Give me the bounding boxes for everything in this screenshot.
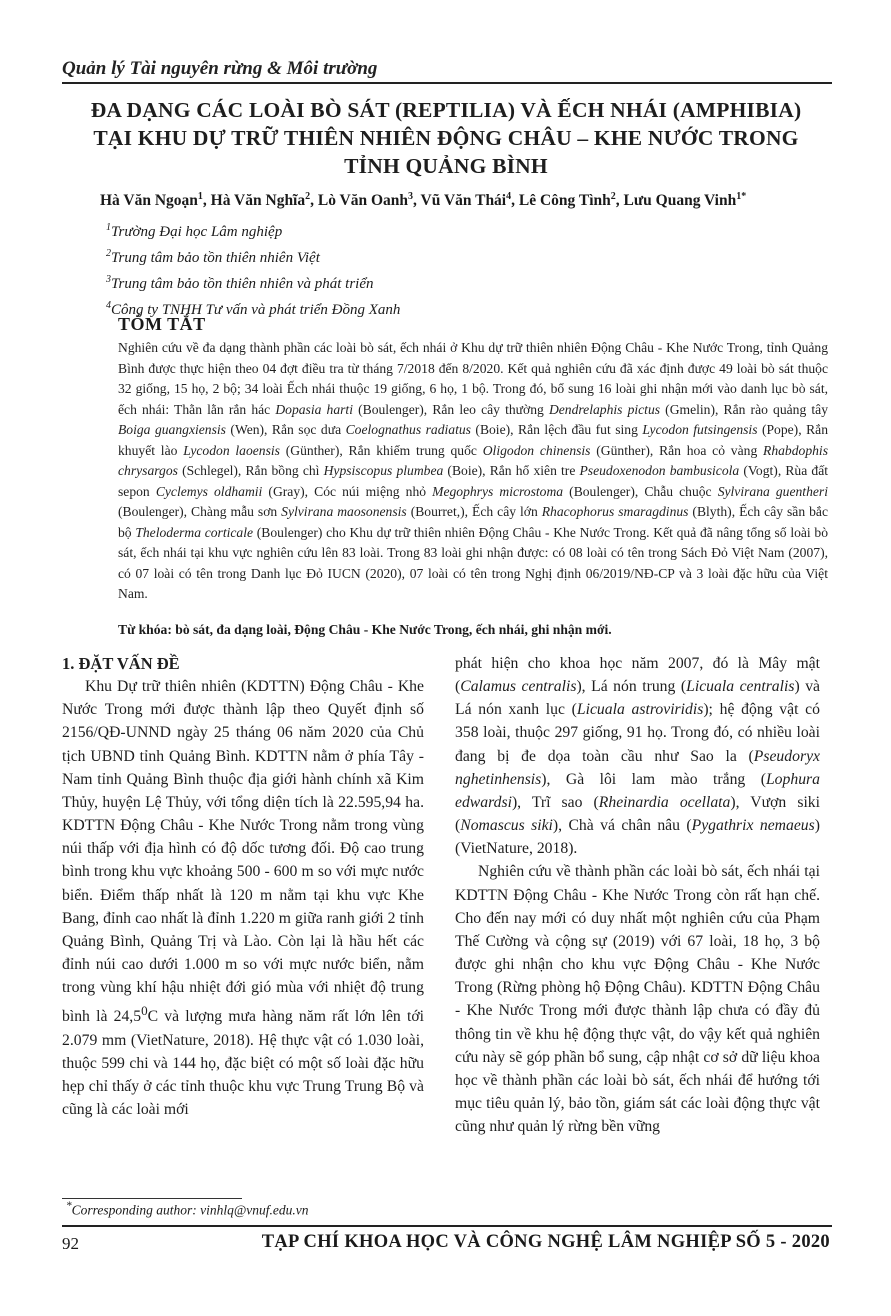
affiliation-item (106, 295, 806, 321)
abstract-text: (Boulenger) cho Khu dự trữ thiên nhiên Động Châu - Khe Nước Trong. Kết quả đã nâng tổng số loài bò sát, ếch nhái tại khu vực nghiên cứu lên 83 loài. Trong 83 loài ghi nhận được: có 08 loài có tên trong Sách Đỏ Việt Nam (2007), có 07 loài có tên trong Danh lục Đỏ IUCN (2020), 07 loài có tên trong Nghị định 06/2019/NĐ-CP và 3 loài đặc hữu của Việt Nam. (118, 524, 829, 601)
species-name: Sylvirana maosonensis (281, 504, 407, 519)
abstract-text: (Boulenger), Chẫu chuộc (563, 483, 718, 499)
affiliation-list (106, 217, 806, 321)
footer-rule (62, 1225, 832, 1227)
species-name: Cyclemys oldhamii (155, 483, 263, 499)
abstract-text: (Günther), Rắn hoa cỏ vàng (590, 442, 764, 458)
affiliation-text: Trường Đại học Lâm nghiệp (111, 224, 283, 240)
species-name: Pseudoxenodon bambusicola (579, 463, 740, 478)
footnote (66, 1200, 309, 1219)
author-name: Lê Công Tình (518, 192, 611, 210)
affiliation-sup: 1 (106, 222, 111, 233)
abstract-text: (Wen), Rắn sọc dưa (225, 422, 346, 437)
abstract-text: (Günther), Rắn khiếm trung quốc (279, 442, 483, 458)
species-name: Lophura edwardsi (455, 770, 820, 811)
affiliation-text: Công ty TNHH Tư vấn và phát triển Đồng Xanh (111, 302, 401, 318)
affiliation-sup: 3 (106, 274, 111, 285)
abstract-text: (Pope), Rắn khuyết lào (118, 422, 828, 458)
paragraph-text: ), Lá nón trung ( (576, 678, 687, 696)
paragraph-text: ) và Lá nón xanh lục ( (455, 678, 821, 719)
abstract-text: (Gmelin), Rắn rào quảng tây (660, 401, 829, 417)
footnote-rule (62, 1198, 242, 1199)
abstract-heading: TÓM TẮT (118, 314, 206, 334)
author-sup: 1 (197, 191, 203, 202)
body-column-left (62, 652, 424, 1121)
author-sup: 2 (305, 191, 311, 202)
affiliation-item (106, 269, 806, 295)
paragraph-text: ), Gà lôi lam mào trắng ( (541, 770, 766, 788)
paragraph-text: ), Vượn siki ( (455, 793, 820, 835)
affiliation-text: Trung tâm bảo tồn thiên nhiên và phát triển (111, 276, 374, 292)
author-sup: 4 (506, 191, 512, 202)
affiliation-sup: 4 (106, 300, 111, 311)
abstract-text: (Blyth), Ếch cây sần bắc bộ (118, 504, 828, 540)
page-number: 92 (62, 1234, 79, 1253)
footnote-star: * (66, 1200, 72, 1212)
paragraph-text: ) (VietNature, 2018). (455, 817, 820, 858)
affiliation-text: Trung tâm bảo tồn thiên nhiên Việt (111, 250, 320, 266)
title-line-1: ĐA DẠNG CÁC LOÀI BÒ SÁT (REPTILIA) VÀ ẾCH NHÁI (AMPHIBIA) (90, 98, 802, 122)
body-column-right (455, 652, 820, 1138)
author-name: Hà Văn Ngoạn (100, 192, 198, 210)
section-header: Quản lý Tài nguyên rừng & Môi trường (62, 58, 378, 79)
degree-sup: 0 (141, 1003, 148, 1019)
affiliation-item (106, 243, 806, 269)
species-name: Calamus centralis (460, 678, 577, 696)
species-name: Dopasia harti (275, 401, 353, 417)
author-list: Hà Văn Ngoạn$^1$, Hà Văn Nghĩa$^2$, Lò Văn Oanh$^3$, Vũ Văn Thái$^4$, Lê Công Tình$^2$, Lưu Quang Vinh$^{1*}$ (100, 191, 747, 210)
abstract-text: (Gray), Cóc núi miệng nhỏ (262, 483, 433, 499)
species-name: Rhabdophis chrysargos (118, 442, 828, 478)
article-title (62, 96, 830, 180)
species-name: Sylvirana guentheri (717, 483, 828, 499)
section-title: 1. ĐẶT VẤN ĐỀ (62, 654, 180, 673)
abstract-text: (Bourret,), Ếch cây lớn (406, 504, 542, 519)
footnote-text: Corresponding author: vinhlq@vnuf.edu.vn (71, 1202, 309, 1218)
author-name: Lưu Quang Vinh (623, 192, 737, 210)
species-name: Lycodon laoensis (183, 442, 280, 458)
species-name: Megophrys microstoma (432, 483, 564, 499)
author-name: Vũ Văn Thái (420, 192, 507, 210)
author-sup: 1* (736, 191, 747, 202)
species-name: Nomascus siki (460, 817, 553, 835)
header-rule (62, 82, 832, 84)
abstract-text: (Boulenger), Rắn leo cây thường (352, 401, 549, 417)
author-sup: 2 (610, 191, 616, 202)
species-name: Rhacophorus smaragdinus (541, 504, 689, 519)
abstract-text: (Boie), Rắn lệch đầu fut sing (470, 422, 643, 437)
species-name: Boiga guangxiensis (118, 422, 226, 437)
affiliation-sup: 2 (106, 248, 111, 259)
species-name: Lycodon futsingensis (642, 422, 758, 437)
author-name: Lò Văn Oanh (317, 192, 409, 210)
body-paragraph: Nghiên cứu về thành phần các loài bò sát, ếch nhái tại KDTTN Động Châu - Khe Nước Trong còn rất hạn chế. Cho đến nay mới có duy nhất một nghiên cứu của Phạm Thế Cường và cộng sự (2019) với 67 loài, 18 họ, 3 bộ được ghi nhận cho khu vực Động Châu - Khe Nước Trong (Rừng phòng hộ Động Châu). KDTTN Động Châu - Khe Nước Trong mới được thành lập chưa có đầy đủ thông tin về khu hệ động thực vật, do vậy kết quả nghiên cứu này sẽ góp phần bổ sung, cập nhật cơ sở dữ liệu khoa học về thành phần các loài bò sát, ếch nhái để hướng tới mục tiêu quản lý, bảo tồn, giám sát các loài động thực vật cũng như quản lý rừng bền vững (455, 863, 820, 1136)
abstract-text: Nghiên cứu về đa dạng thành phần các loài bò sát, ếch nhái ở Khu dự trữ thiên nhiên Động Châu - Khe Nước Trong, tỉnh Quảng Bình được thực hiện theo 04 đợt điều tra từ tháng 7/2018 đến 8/2020. Kết quả nghiên cứu đã xác định được 49 loài bò sát thuộc 32 giống, 15 họ, 2 bộ; 34 loài Ếch nhái thuộc 19 giống, 6 họ, 1 bộ. Trong đó, bổ sung 16 loài ghi nhận mới vào danh lục bò sát, ếch nhái: Thằn lằn rắn hác (118, 340, 828, 417)
species-name: Theloderma corticale (135, 524, 254, 540)
abstract-text: (Boulenger), Chàng mẫu sơn (118, 504, 282, 519)
title-line-3: TỈNH QUẢNG BÌNH (344, 154, 548, 178)
affiliation-item (106, 217, 806, 243)
paragraph-text: Khu Dự trữ thiên nhiên (KDTTN) Động Châu - Khe Nước Trong mới được thành lập theo Quyết định số 2156/QĐ-UNND ngày 25 tháng 06 năm 2020 của Chủ tịch UBND tỉnh Quảng Bình. KDTTN nằm ở phía Tây - Nam tỉnh Quảng Bình thuộc địa giới hành chính xã Kim Thủy, huyện Lệ Thủy, với tổng diện tích là 22.595,94 ha. KDTTN Động Châu - Khe Nước Trong nằm trong vùng núi thấp với địa hình có độ dốc tương đối. Độ cao trung bình trong khu vực khoảng 500 - 600 m so với mực nước biển. Điểm thấp nhất là 120 m nằm tại khu vực Khe Bang, đỉnh cao nhất là đỉnh 1.220 m giữa ranh giới 2 tỉnh Quảng Bình, Quảng Trị và Lào. Còn lại là hầu hết các đỉnh núi cao dưới 1.000 m so với mực nước biển, nằm trong vùng khí hậu nhiệt đới gió mùa với nhiệt độ trung bình là 24,5 (62, 678, 424, 1026)
title-line-2: TẠI KHU DỰ TRỮ THIÊN NHIÊN ĐỘNG CHÂU – KHE NƯỚC TRONG (93, 126, 799, 150)
keywords: Từ khóa: bò sát, đa dạng loài, Động Châu - Khe Nước Trong, ếch nhái, ghi nhận mới. (118, 622, 612, 637)
species-name: Pygathrix nemaeus (691, 817, 815, 835)
abstract-text: (Boie), Rắn hổ xiên tre (443, 463, 580, 478)
abstract-text: (Schlegel), Rắn bồng chì (177, 463, 324, 478)
abstract-body (118, 338, 828, 605)
journal-name: TẠP CHÍ KHOA HỌC VÀ CÔNG NGHỆ LÂM NGHIỆP SỐ 5 - 2020 (261, 1232, 830, 1252)
paragraph-text: ), Trĩ sao ( (511, 793, 599, 811)
body-paragraph (62, 675, 424, 1121)
abstract-text: (Vogt), Rùa đất sepon (118, 463, 829, 499)
species-name: Hypsiscopus plumbea (323, 463, 444, 478)
paragraph-text: phát hiện cho khoa học năm 2007, đó là Mây mật ( (455, 655, 820, 696)
species-name: Pseudoryx nghetinhensis (455, 747, 820, 788)
species-name: Dendrelaphis pictus (548, 401, 661, 417)
species-name: Oligodon chinensis (482, 442, 591, 458)
paragraph-text: ); hệ động vật có 358 loài, thuộc 297 giống, 91 họ. Trong đó, có nhiều loài đang bị đe dọa toàn cầu như Sao la ( (455, 701, 820, 765)
paragraph-text: C và lượng mưa hàng năm rất lớn lên tới 2.079 mm (VietNature, 2018). Hệ thực vật có 1.030 loài, thuộc 599 chi và 144 họ, đặc biệt có một số loài đặc hữu hẹp chỉ thấy ở các tỉnh thuộc khu vực Trung Trung Bộ và cũng là các loài mới (62, 1008, 424, 1119)
body-paragraph (455, 652, 820, 860)
species-name: Rheinardia ocellata (598, 793, 731, 811)
species-name: Licuala astroviridis (576, 701, 704, 719)
author-sup: 3 (408, 191, 414, 202)
species-name: Licuala centralis (686, 678, 795, 696)
species-name: Coelognathus radiatus (345, 422, 471, 437)
author-name: Hà Văn Nghĩa (210, 192, 306, 210)
paragraph-text: ), Chà vá chân nâu ( (552, 817, 692, 835)
